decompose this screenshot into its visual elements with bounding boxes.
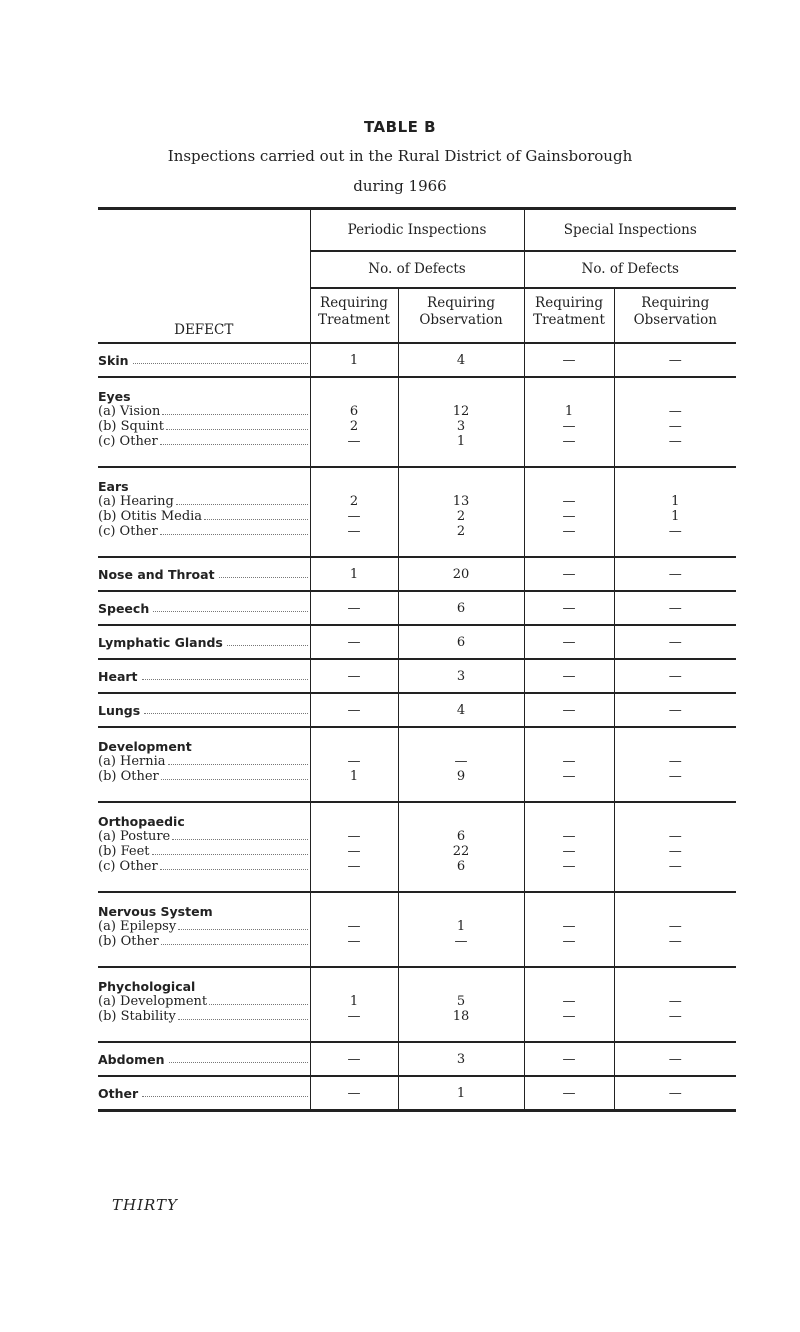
special-treatment-cell [524, 659, 614, 693]
periodic-observation-cell [398, 892, 524, 967]
count-value: — [562, 769, 576, 784]
table-row [98, 1076, 736, 1111]
defect-label: Nose and Throat [98, 567, 215, 582]
defects-table-body [98, 343, 736, 1111]
table-row [98, 557, 736, 591]
defect-label-cell [98, 1076, 310, 1111]
count-value: 6 [349, 404, 359, 419]
defect-label: Lymphatic Glands [98, 635, 223, 650]
count-value: 12 [452, 404, 470, 419]
defects-table [98, 207, 736, 1112]
count-value: — [668, 844, 682, 859]
count-value: 13 [452, 494, 470, 509]
periodic-observation-cell [398, 1076, 524, 1111]
count-value: — [668, 994, 682, 1009]
defect-sub-label: (a) Epilepsy [98, 919, 177, 934]
count-value: — [562, 703, 576, 718]
leader-dots [219, 567, 308, 578]
count-value: — [562, 635, 576, 650]
count-value: — [668, 754, 682, 769]
periodic-requiring-treatment-header [310, 288, 398, 343]
defect-sub-label: (b) Feet [98, 844, 150, 859]
count-value: 1 [456, 434, 466, 449]
count-value: — [347, 703, 361, 718]
defect-label-cell [98, 693, 310, 727]
table-row [98, 693, 736, 727]
special-treatment-cell [524, 377, 614, 467]
count-value: 6 [456, 859, 466, 874]
count-value: — [668, 769, 682, 784]
table-row [98, 343, 736, 377]
count-value: 3 [456, 419, 466, 434]
leader-dots [172, 829, 307, 840]
count-value: — [668, 703, 682, 718]
leader-dots [152, 844, 308, 855]
count-value: — [668, 635, 682, 650]
special-treatment-cell [524, 727, 614, 802]
count-value: 2 [456, 524, 466, 539]
count-value: — [562, 859, 576, 874]
count-value: — [562, 994, 576, 1009]
special-observation-cell [614, 591, 736, 625]
defect-label-cell [98, 802, 310, 892]
defect-label: Speech [98, 601, 150, 616]
count-value: 18 [452, 1009, 470, 1024]
leader-dots [142, 669, 308, 680]
header-line: Requiring [535, 295, 603, 311]
leader-dots [160, 524, 308, 535]
special-treatment-cell [524, 1076, 614, 1111]
count-value: — [562, 601, 576, 616]
periodic-observation-cell [398, 557, 524, 591]
special-observation-cell [614, 802, 736, 892]
special-observation-cell [614, 892, 736, 967]
count-value: — [562, 434, 576, 449]
defect-sub-label: (a) Hearing [98, 494, 174, 509]
count-value: — [668, 1086, 682, 1101]
defect-label: Lungs [98, 703, 141, 718]
periodic-treatment-cell [310, 557, 398, 591]
count-value: 3 [456, 669, 466, 684]
count-value: — [347, 829, 361, 844]
special-observation-cell [614, 693, 736, 727]
periodic-treatment-cell [310, 659, 398, 693]
count-value: — [347, 919, 361, 934]
count-value: — [347, 669, 361, 684]
defect-sub-label: (b) Other [98, 769, 159, 784]
periodic-treatment-cell [310, 625, 398, 659]
count-value: 6 [456, 829, 466, 844]
special-treatment-cell [524, 467, 614, 557]
count-value: — [562, 1086, 576, 1101]
count-value: — [668, 524, 682, 539]
count-value: — [347, 524, 361, 539]
periodic-treatment-cell [310, 377, 398, 467]
count-value: 2 [456, 509, 466, 524]
defect-label: Skin [98, 353, 129, 368]
count-value: — [562, 509, 576, 524]
defect-group-heading: Orthopaedic [98, 814, 185, 829]
count-value: 20 [452, 567, 470, 582]
defect-label-cell [98, 591, 310, 625]
count-value: 1 [671, 509, 680, 524]
count-value: — [347, 434, 361, 449]
table-row [98, 467, 736, 557]
special-observation-cell [614, 1042, 736, 1076]
periodic-observation-cell [398, 967, 524, 1042]
count-value: 1 [349, 769, 359, 784]
periodic-observation-cell [398, 591, 524, 625]
special-treatment-cell [524, 625, 614, 659]
leader-dots [169, 1052, 308, 1063]
count-value: — [347, 601, 361, 616]
header-line: Requiring [641, 295, 710, 311]
count-value: — [347, 1086, 361, 1101]
count-value: — [668, 1009, 682, 1024]
leader-dots [204, 509, 307, 520]
count-value: — [347, 859, 361, 874]
special-treatment-cell [524, 1042, 614, 1076]
periodic-treatment-cell [310, 1076, 398, 1111]
leader-dots [166, 419, 308, 430]
count-value: 6 [456, 635, 466, 650]
count-value: — [562, 669, 576, 684]
defect-sub-label: (c) Other [98, 859, 158, 874]
header-line: Treatment [533, 312, 605, 328]
defect-sub-label: (b) Squint [98, 419, 164, 434]
count-value: 2 [349, 494, 359, 509]
table-row [98, 1042, 736, 1076]
periodic-no-defects-header: No. of Defects [310, 251, 524, 288]
count-value: 6 [456, 601, 466, 616]
defect-label-cell [98, 892, 310, 967]
table-row [98, 892, 736, 967]
leader-dots [133, 353, 308, 364]
count-value: — [347, 1052, 361, 1067]
leader-dots [153, 601, 307, 612]
count-value: 22 [452, 844, 470, 859]
defect-label-cell [98, 1042, 310, 1076]
count-value: — [347, 934, 361, 949]
periodic-treatment-cell [310, 1042, 398, 1076]
count-value: 1 [349, 994, 359, 1009]
header-line: Observation [419, 312, 503, 328]
periodic-observation-cell [398, 377, 524, 467]
count-value: — [562, 1009, 576, 1024]
count-value: — [347, 509, 361, 524]
count-value: 9 [456, 769, 466, 784]
defect-group-heading: Development [98, 739, 192, 754]
leader-dots [162, 404, 307, 415]
leader-dots [160, 434, 308, 445]
count-value: — [562, 353, 576, 368]
defect-group-heading: Ears [98, 479, 129, 494]
count-value: — [562, 494, 576, 509]
periodic-observation-cell [398, 727, 524, 802]
count-value: — [562, 524, 576, 539]
count-value: 1 [671, 494, 680, 509]
count-value: — [668, 419, 682, 434]
defect-sub-label: (a) Hernia [98, 754, 166, 769]
count-value: — [668, 1052, 682, 1067]
count-value: — [668, 919, 682, 934]
count-value: 1 [564, 404, 574, 419]
leader-dots [176, 494, 308, 505]
periodic-treatment-cell [310, 467, 398, 557]
defect-sub-label: (b) Stability [98, 1009, 176, 1024]
special-treatment-cell [524, 591, 614, 625]
defect-group-heading: Phychological [98, 979, 196, 994]
count-value: — [347, 635, 361, 650]
count-value: — [562, 567, 576, 582]
special-observation-cell [614, 967, 736, 1042]
periodic-treatment-cell [310, 693, 398, 727]
header-line: Treatment [318, 312, 390, 328]
defect-sub-label: (c) Other [98, 524, 158, 539]
defect-group-heading: Eyes [98, 389, 131, 404]
table-row [98, 802, 736, 892]
periodic-inspections-header: Periodic Inspections [310, 209, 524, 252]
leader-dots [178, 919, 307, 930]
count-value: — [668, 669, 682, 684]
table-subtitle: Inspections carried out in the Rural District of Gainsborough [167, 147, 633, 165]
table-title: TABLE B [363, 118, 437, 136]
leader-dots [168, 754, 308, 765]
defect-sub-label: (a) Vision [98, 404, 161, 419]
special-inspections-header: Special Inspections [524, 209, 736, 252]
periodic-observation-cell [398, 343, 524, 377]
periodic-treatment-cell [310, 591, 398, 625]
count-value: — [668, 567, 682, 582]
defect-label: Heart [98, 669, 138, 684]
count-value: — [562, 919, 576, 934]
periodic-observation-cell [398, 659, 524, 693]
header-line: Requiring [320, 295, 388, 311]
count-value: 2 [349, 419, 359, 434]
count-value: — [668, 829, 682, 844]
special-requiring-treatment-header [524, 288, 614, 343]
count-value: — [668, 353, 682, 368]
leader-dots [161, 769, 308, 780]
special-observation-cell [614, 625, 736, 659]
special-observation-cell [614, 467, 736, 557]
special-observation-cell [614, 1076, 736, 1111]
defect-sub-label: (a) Posture [98, 829, 171, 844]
defect-sub-label: (a) Development [98, 994, 208, 1009]
defect-sub-label: (b) Otitis Media [98, 509, 203, 524]
special-treatment-cell [524, 343, 614, 377]
defect-label: Other [98, 1086, 139, 1101]
special-treatment-cell [524, 557, 614, 591]
defect-sub-label: (c) Other [98, 434, 158, 449]
special-treatment-cell [524, 693, 614, 727]
count-value: — [562, 1052, 576, 1067]
periodic-observation-cell [398, 625, 524, 659]
defect-label-cell [98, 727, 310, 802]
periodic-requiring-observation-header [398, 288, 524, 343]
count-value: — [668, 859, 682, 874]
defect-label: Abdomen [98, 1052, 165, 1067]
defect-label-cell [98, 625, 310, 659]
special-observation-cell [614, 727, 736, 802]
count-value: — [347, 754, 361, 769]
count-value: 4 [456, 353, 466, 368]
special-treatment-cell [524, 892, 614, 967]
defect-label-cell [98, 377, 310, 467]
page-number: THIRTY [112, 1196, 178, 1214]
special-observation-cell [614, 659, 736, 693]
count-value: — [454, 754, 468, 769]
count-value: 1 [349, 567, 359, 582]
table-row [98, 727, 736, 802]
count-value: — [454, 934, 468, 949]
special-treatment-cell [524, 802, 614, 892]
special-no-defects-header: No. of Defects [524, 251, 736, 288]
periodic-treatment-cell [310, 802, 398, 892]
count-value: — [562, 829, 576, 844]
defect-group-heading: Nervous System [98, 904, 213, 919]
count-value: 1 [456, 1086, 466, 1101]
leader-dots [161, 934, 308, 945]
special-observation-cell [614, 557, 736, 591]
count-value: 5 [456, 994, 466, 1009]
special-treatment-cell [524, 967, 614, 1042]
defect-sub-label: (b) Other [98, 934, 159, 949]
special-observation-cell [614, 343, 736, 377]
count-value: 1 [456, 919, 466, 934]
special-observation-cell [614, 377, 736, 467]
periodic-treatment-cell [310, 727, 398, 802]
count-value: — [562, 754, 576, 769]
table-period: during 1966 [353, 177, 447, 195]
table-row [98, 377, 736, 467]
header-line: Requiring [427, 295, 495, 311]
count-value: — [562, 934, 576, 949]
table-row [98, 591, 736, 625]
leader-dots [227, 635, 308, 646]
periodic-observation-cell [398, 467, 524, 557]
defect-label-cell [98, 343, 310, 377]
count-value: — [562, 419, 576, 434]
count-value: — [347, 844, 361, 859]
periodic-treatment-cell [310, 892, 398, 967]
periodic-observation-cell [398, 693, 524, 727]
periodic-observation-cell [398, 1042, 524, 1076]
defect-label-cell [98, 967, 310, 1042]
defect-column-header: DEFECT [98, 209, 310, 344]
special-requiring-observation-header [614, 288, 736, 343]
leader-dots [160, 859, 308, 870]
leader-dots [144, 703, 307, 714]
count-value: 1 [349, 353, 359, 368]
table-row [98, 659, 736, 693]
leader-dots [142, 1086, 307, 1097]
count-value: — [668, 404, 682, 419]
defect-label-cell [98, 659, 310, 693]
leader-dots [178, 1009, 308, 1020]
count-value: 4 [456, 703, 466, 718]
periodic-observation-cell [398, 802, 524, 892]
table-row [98, 625, 736, 659]
count-value: — [668, 601, 682, 616]
count-value: — [668, 434, 682, 449]
count-value: 3 [456, 1052, 466, 1067]
periodic-treatment-cell [310, 967, 398, 1042]
count-value: — [562, 844, 576, 859]
leader-dots [209, 994, 307, 1005]
header-line: Observation [633, 312, 717, 328]
count-value: — [347, 1009, 361, 1024]
table-row [98, 967, 736, 1042]
periodic-treatment-cell [310, 343, 398, 377]
count-value: — [668, 934, 682, 949]
defect-label-cell [98, 557, 310, 591]
defect-label-cell [98, 467, 310, 557]
